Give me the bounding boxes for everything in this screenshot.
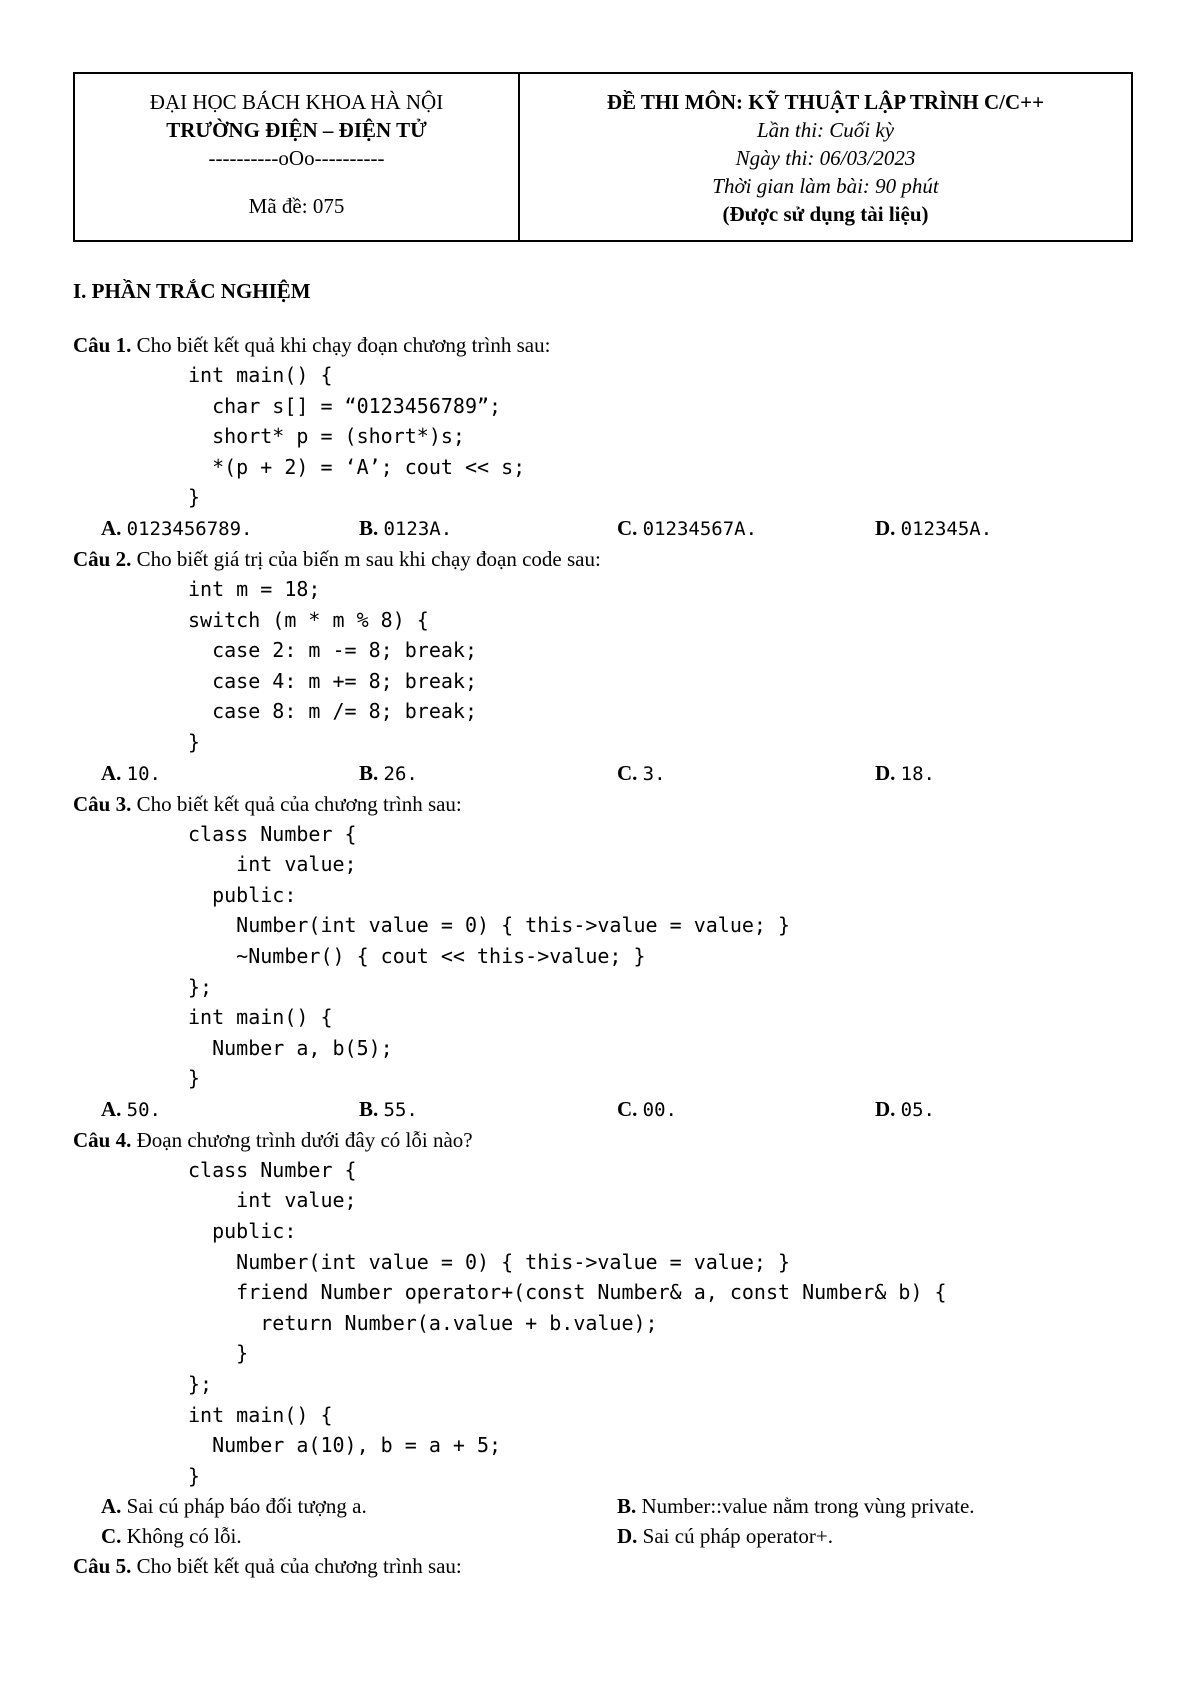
question-text: Cho biết kết quả của chương trình sau: <box>136 791 462 816</box>
exam-code: Mã đề: 075 <box>248 194 345 218</box>
section-title: I. PHẦN TRẮC NGHIỆM <box>73 279 311 303</box>
exam-date: Ngày thi: 06/03/2023 <box>735 146 916 170</box>
university-name: ĐẠI HỌC BÁCH KHOA HÀ NỘI <box>149 90 444 114</box>
question-5 <box>73 1551 1133 1581</box>
option-a[interactable]: A. 0123456789. <box>101 515 253 540</box>
answer-options <box>101 1094 1133 1125</box>
option-c[interactable]: C. 01234567A. <box>617 515 758 540</box>
divider-text: ----------oOo---------- <box>208 146 385 170</box>
question-title <box>73 1551 1133 1581</box>
question-1 <box>73 330 1133 544</box>
question-title <box>73 789 1133 819</box>
question-2 <box>73 544 1133 789</box>
option-c[interactable]: C. 3. <box>617 760 666 785</box>
question-title <box>73 1125 1133 1155</box>
exam-duration: Thời gian làm bài: 90 phút <box>712 174 939 198</box>
answer-options <box>101 758 1133 789</box>
question-4 <box>73 1125 1133 1552</box>
question-text: Cho biết kết quả khi chạy đoạn chương trình sau: <box>136 333 551 357</box>
option-b[interactable]: B. 26. <box>359 760 418 785</box>
question-number: Câu 4. <box>73 1127 132 1152</box>
question-number: Câu 2. <box>73 546 132 571</box>
question-3 <box>73 789 1133 1125</box>
exam-note: (Được sử dụng tài liệu) <box>722 202 929 226</box>
option-c[interactable]: C. 00. <box>617 1096 677 1121</box>
answer-options <box>101 1491 1133 1551</box>
question-number: Câu 3. <box>73 791 132 816</box>
code-block: int main() { char s[] = “0123456789”; short* p = (short*)s; *(p + 2) = ‘A’; cout << s; } <box>188 363 526 510</box>
option-a[interactable]: A. 10. <box>101 760 161 785</box>
school-name: TRƯỜNG ĐIỆN – ĐIỆN TỬ <box>166 118 427 142</box>
option-a[interactable]: A. 50. <box>101 1096 161 1121</box>
option-d[interactable]: D. 05. <box>875 1096 935 1121</box>
question-text: Đoạn chương trình dưới đây có lỗi nào? <box>136 1127 473 1152</box>
header-left <box>75 74 520 240</box>
question-text: Cho biết kết quả của chương trình sau: <box>136 1554 462 1579</box>
code-block: class Number { int value; public: Number(int value = 0) { this->value = value; } friend Number operator+(const Number& a, const Number& b) { return Number(a.value + b.value); } }; int main() { Number a(10), b = a + 5; } <box>188 1157 947 1488</box>
answer-options <box>101 513 1133 544</box>
option-d[interactable]: D. 18. <box>875 760 935 785</box>
question-title <box>73 544 1133 574</box>
question-number: Câu 5. <box>73 1554 132 1579</box>
question-number: Câu 1. <box>73 333 132 357</box>
option-d[interactable]: D. Sai cú pháp operator+. <box>617 1524 833 1549</box>
code-block: int m = 18; switch (m * m % 8) { case 2: m -= 8; break; case 4: m += 8; break; case 8: m /= 8; break; } <box>188 576 477 754</box>
option-c[interactable]: C. Không có lỗi. <box>101 1524 242 1549</box>
option-b[interactable]: B. 55. <box>359 1096 418 1121</box>
exam-title: ĐỀ THI MÔN: KỸ THUẬT LẬP TRÌNH C/C++ <box>606 90 1045 114</box>
exam-header <box>73 72 1133 242</box>
exam-round: Lần thi: Cuối kỳ <box>756 118 895 142</box>
option-b[interactable]: B. Number::value nằm trong vùng private. <box>617 1494 975 1519</box>
option-d[interactable]: D. 012345A. <box>875 515 993 540</box>
question-text: Cho biết giá trị của biến m sau khi chạy đoạn code sau: <box>136 546 601 571</box>
option-a[interactable]: A. Sai cú pháp báo đối tượng a. <box>101 1494 367 1519</box>
exam-content <box>73 276 1133 1581</box>
header-right <box>520 74 1131 240</box>
option-b[interactable]: B. 0123A. <box>359 515 453 540</box>
question-title <box>73 330 1133 360</box>
code-block: class Number { int value; public: Number(int value = 0) { this->value = value; } ~Number() { cout << this->value; } }; int main() { Number a, b(5); } <box>188 821 791 1091</box>
